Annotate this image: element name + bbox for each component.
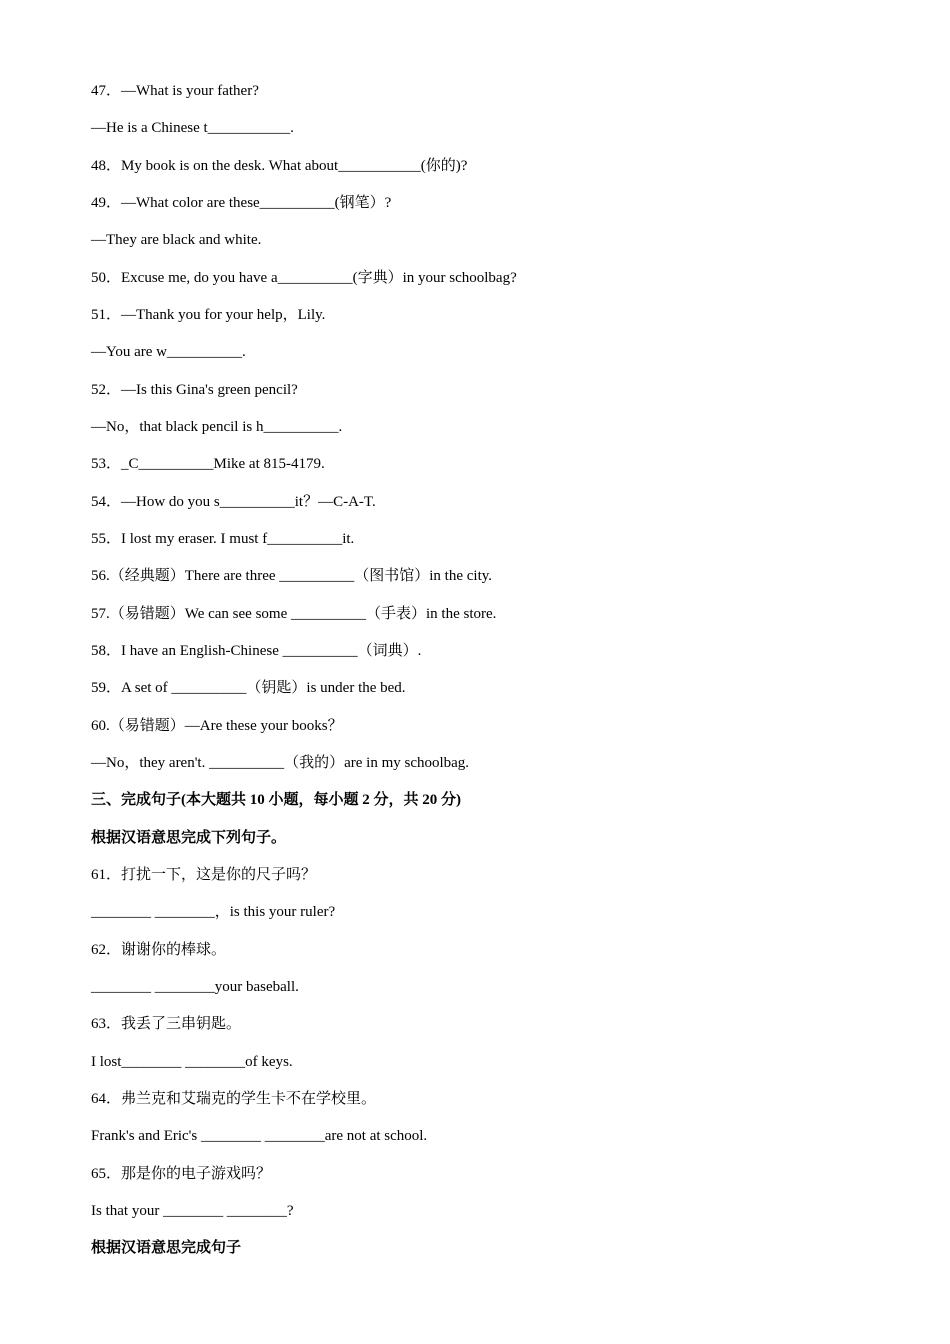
section-heading: 三、完成句子(本大题共 10 小题，每小题 2 分，共 20 分) <box>91 792 461 808</box>
answer-49: —They are black and white. <box>91 232 262 248</box>
answer-52: —No，that black pencil is h__________. <box>91 419 343 435</box>
answer-60: —No，they aren't. __________（我的）are in my schoolbag. <box>91 755 470 771</box>
section-instruction-2: 根据汉语意思完成句子 <box>91 1240 242 1256</box>
question-50: 50．Excuse me, do you have a__________(字典）in your schoolbag? <box>91 270 517 286</box>
answer-63: I lost________ ________of keys. <box>91 1054 293 1070</box>
question-61: 61．打扰一下，这是你的尺子吗？ <box>91 867 317 883</box>
question-52: 52．—Is this Gina's green pencil? <box>91 382 298 398</box>
question-49: 49．—What color are these__________(钢笔）? <box>91 195 392 211</box>
question-51: 51．—Thank you for your help，Lily. <box>91 307 326 323</box>
answer-62: ________ ________your baseball. <box>91 979 299 995</box>
question-59: 59．A set of __________（钥匙）is under the bed. <box>91 680 406 696</box>
answer-65: Is that your ________ ________? <box>91 1203 294 1219</box>
question-65: 65．那是你的电子游戏吗？ <box>91 1166 272 1182</box>
question-58: 58．I have an English-Chinese __________（词典）. <box>91 643 422 659</box>
answer-51: —You are w__________. <box>91 344 246 360</box>
answer-47: —He is a Chinese t___________. <box>91 120 294 136</box>
question-57: 57.（易错题）We can see some __________（手表）in the store. <box>91 606 497 622</box>
question-48: 48．My book is on the desk. What about___________(你的)? <box>91 158 468 174</box>
question-55: 55．I lost my eraser. I must f__________it. <box>91 531 355 547</box>
question-63: 63．我丢了三串钥匙。 <box>91 1016 242 1032</box>
question-54: 54．—How do you s__________it？—C-A-T. <box>91 494 376 510</box>
section-instruction: 根据汉语意思完成下列句子。 <box>91 830 287 846</box>
question-64: 64．弗兰克和艾瑞克的学生卡不在学校里。 <box>91 1091 377 1107</box>
answer-64: Frank's and Eric's ________ ________are not at school. <box>91 1128 428 1144</box>
question-53: 53．_C__________Mike at 815-4179. <box>91 456 325 472</box>
answer-61: ________ ________，is this your ruler? <box>91 904 336 920</box>
question-62: 62．谢谢你的棒球。 <box>91 942 227 958</box>
question-47: 47．—What is your father? <box>91 83 259 99</box>
question-56: 56.（经典题）There are three __________（图书馆）in the city. <box>91 568 493 584</box>
question-60: 60.（易错题）—Are these your books？ <box>91 718 343 734</box>
